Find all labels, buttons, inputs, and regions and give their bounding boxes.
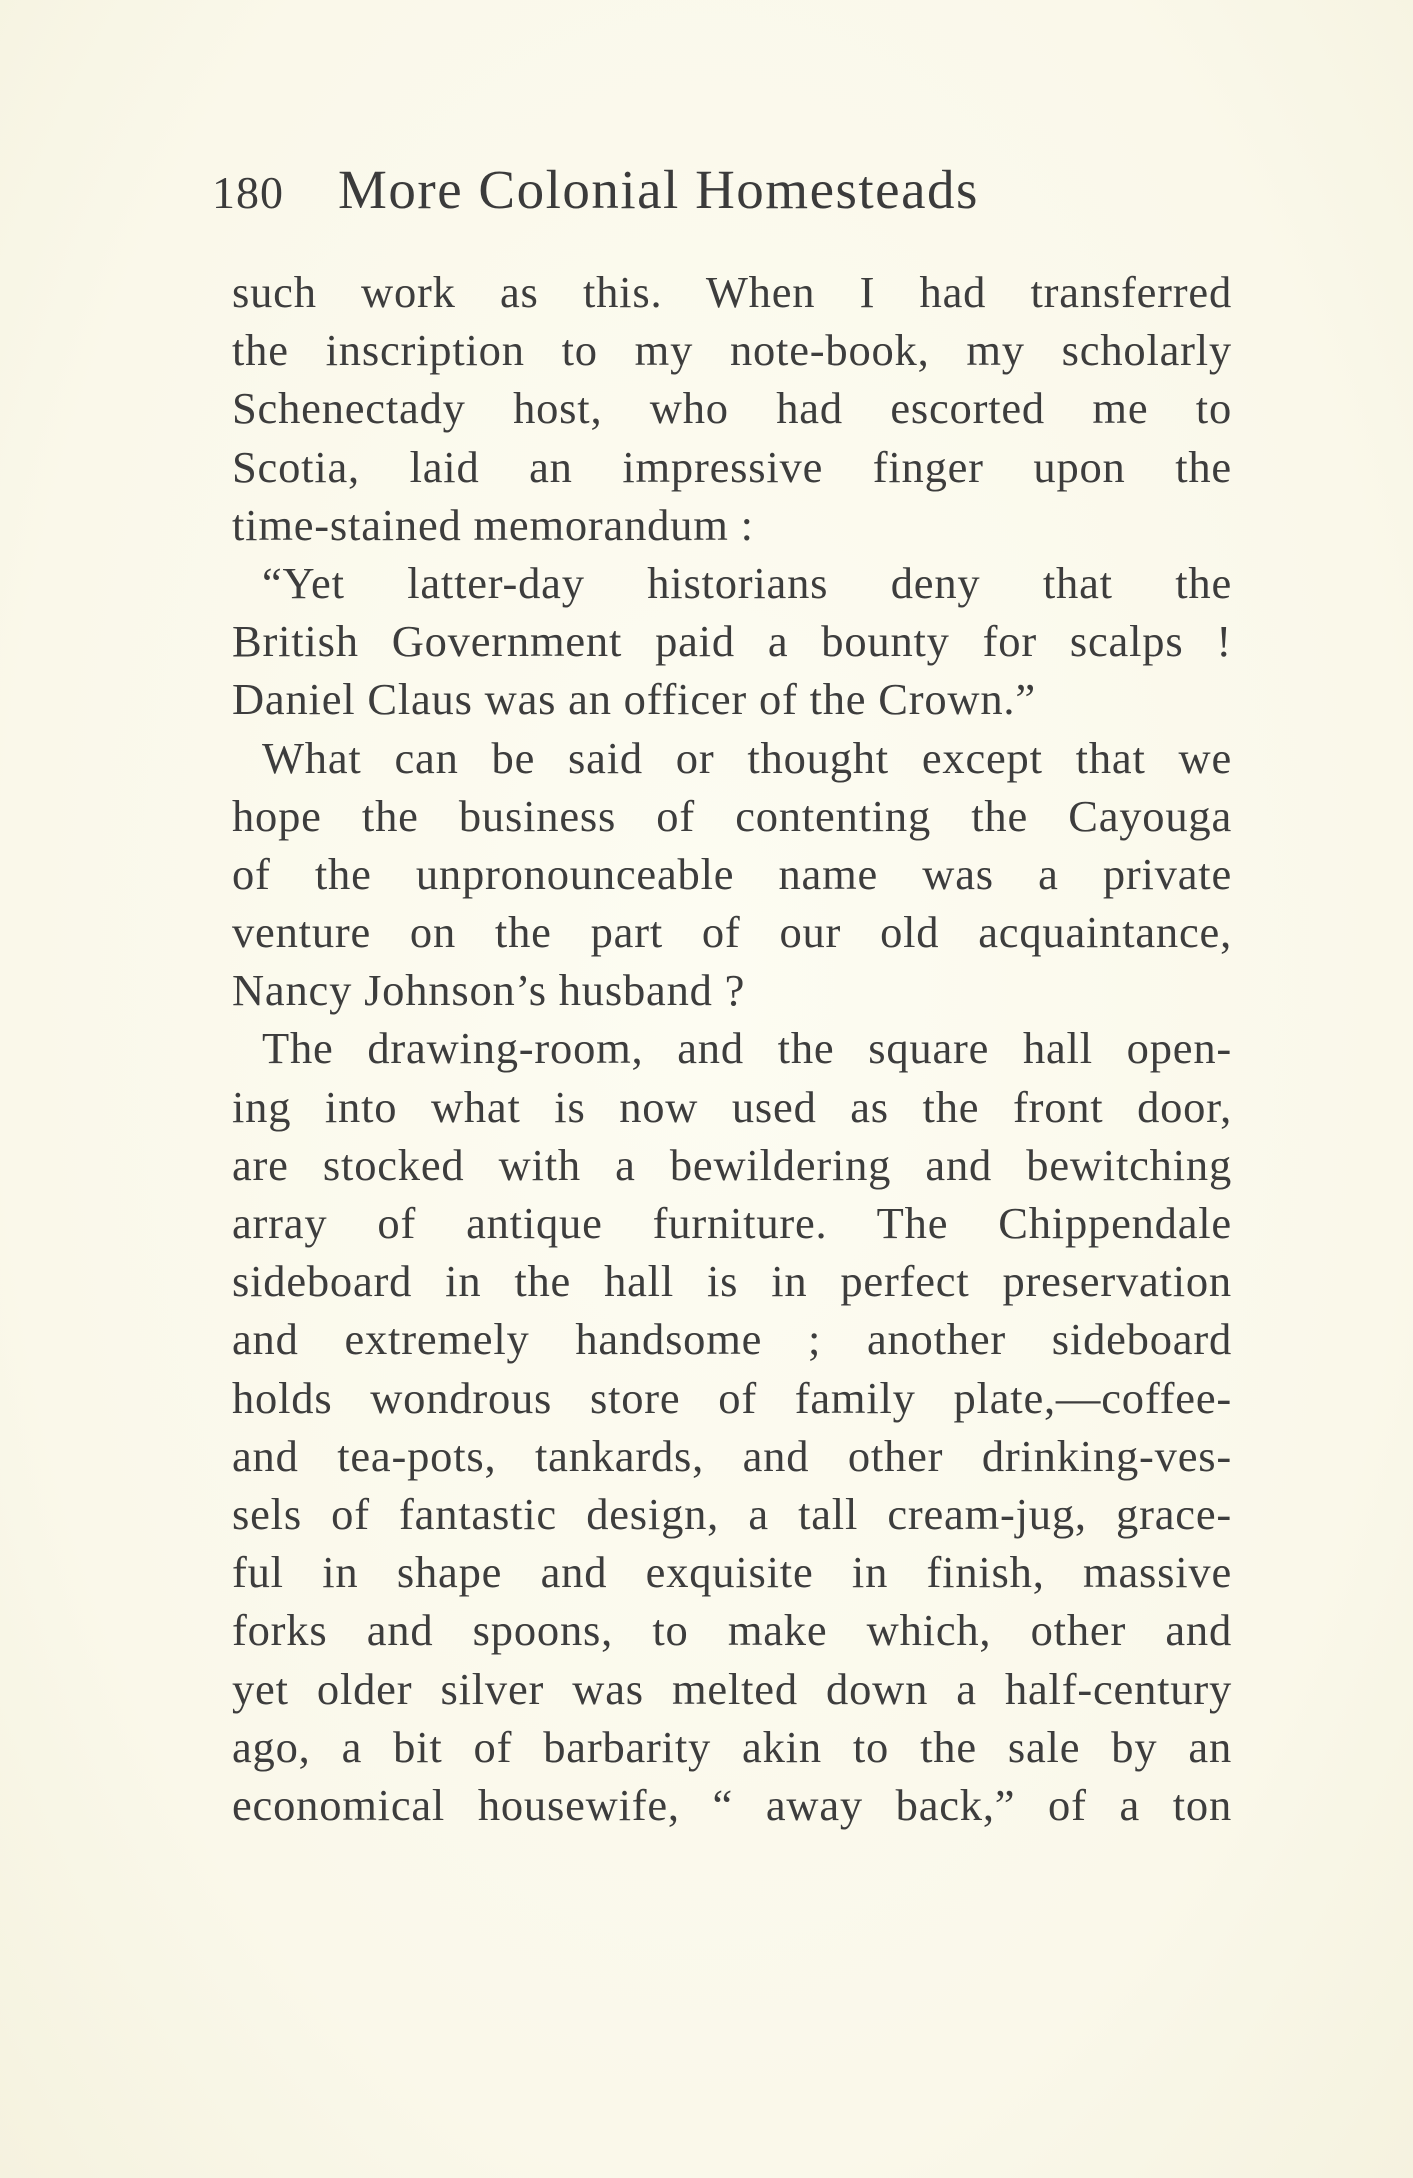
- text-line: forks and spoons, to make which, other and: [232, 1605, 1232, 1656]
- text-line: ful in shape and exquisite in finish, massive: [232, 1547, 1232, 1598]
- text-line: ing into what is now used as the front door,: [232, 1081, 1232, 1132]
- text-line: The drawing-room, and the square hall open-: [262, 1023, 1232, 1074]
- book-title: More Colonial Homesteads: [338, 159, 979, 220]
- text-line: Schenectady host, who had escorted me to: [232, 383, 1232, 434]
- text-line: array of antique furniture. The Chippendale: [232, 1198, 1232, 1248]
- text-line: yet older silver was melted down a half-century: [232, 1663, 1232, 1714]
- text-line: and tea-pots, tankards, and other drinking-ves-: [232, 1430, 1232, 1481]
- text-line: of the unpronounceable name was a private: [232, 848, 1232, 899]
- text-line: Nancy Johnson’s husband ?: [232, 965, 746, 1016]
- text-line: What can be said or thought except that we: [262, 732, 1232, 783]
- text-line: holds wondrous store of family plate,—coffee-: [232, 1372, 1232, 1423]
- text-line: “Yet latter-day historians deny that the: [262, 557, 1232, 608]
- text-line: sels of fantastic design, a tall cream-jug, grace-: [232, 1488, 1232, 1539]
- text-line: ago, a bit of barbarity akin to the sale by an: [232, 1721, 1232, 1772]
- text-line: sideboard in the hall is in perfect preservation: [232, 1256, 1232, 1307]
- running-head: [212, 158, 979, 228]
- text-line: economical housewife, “ away back,” of a ton: [232, 1779, 1232, 1830]
- text-line: and extremely handsome ; another sideboard: [232, 1314, 1232, 1365]
- text-line: Daniel Claus was an officer of the Crown.”: [232, 674, 1036, 725]
- body-text: [232, 263, 1232, 1834]
- text-line: hope the business of contenting the Cayouga: [232, 790, 1232, 841]
- text-line: time-stained memorandum :: [232, 499, 754, 550]
- text-line: British Government paid a bounty for scalps !: [232, 616, 1232, 667]
- text-line: the inscription to my note-book, my scholarly: [232, 325, 1232, 376]
- text-line: venture on the part of our old acquaintance,: [232, 907, 1232, 958]
- page-number: 180: [212, 167, 284, 218]
- text-line: such work as this. When I had transferred: [232, 267, 1232, 317]
- text-line: Scotia, laid an impressive finger upon the: [232, 441, 1232, 492]
- text-line: are stocked with a bewildering and bewitching: [232, 1139, 1232, 1190]
